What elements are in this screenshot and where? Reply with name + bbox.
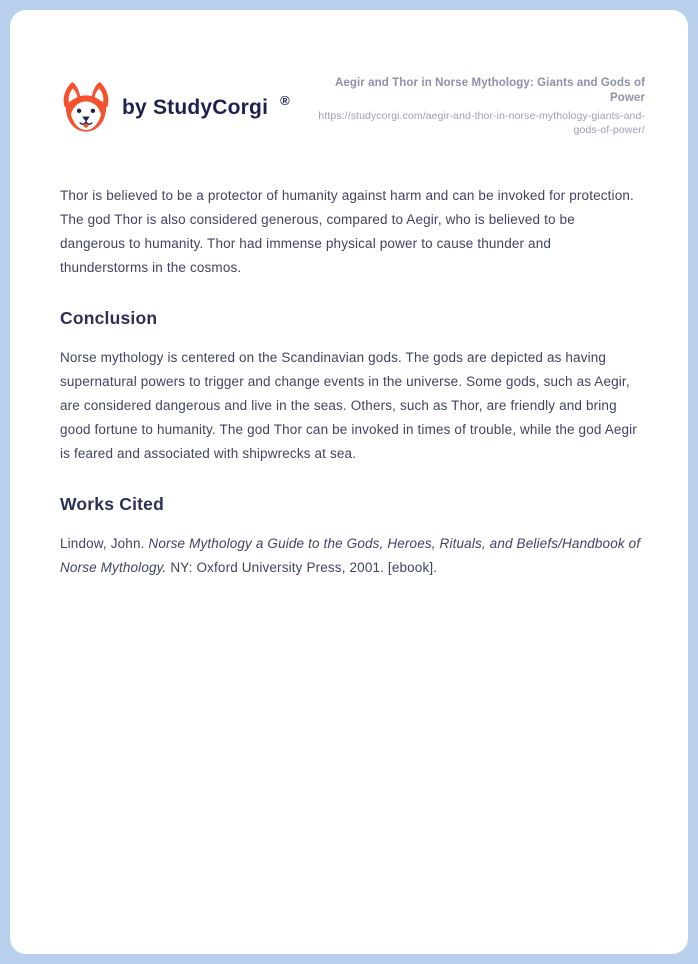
studycorgi-corgi-logo-icon xyxy=(60,80,112,136)
citation-entry xyxy=(60,532,642,580)
citation-book-title: Norse Mythology a Guide to the Gods, Heroes, Rituals, and Beliefs/Handbook of Norse Mythology. xyxy=(60,535,641,575)
document-body xyxy=(60,184,642,580)
citation-publisher: NY: Oxford University Press, 2001. [ebook]. xyxy=(166,559,438,575)
document-url: https://studycorgi.com/aegir-and-thor-in-norse-mythology-giants-and-gods-of-power/ xyxy=(318,110,645,136)
brand-name: by StudyCorgi xyxy=(122,96,269,119)
works-cited-heading: Works Cited xyxy=(60,493,164,514)
intro-paragraph: Thor is believed to be a protector of humanity against harm and can be invoked for protection. The god Thor is also considered generous, compared to Aegir, who is believed to be dangerous to humanity. Thor had immense physical power to cause thunder and thunderstorms in the cosmos. xyxy=(60,187,634,275)
document-title: Aegir and Thor in Norse Mythology: Giants and Gods of Power xyxy=(334,77,645,105)
registered-trademark: ® xyxy=(280,92,290,108)
document-meta xyxy=(313,74,645,138)
citation-author: Lindow, John. xyxy=(60,535,149,551)
document-card xyxy=(10,10,688,954)
conclusion-heading: Conclusion xyxy=(60,307,158,328)
brand xyxy=(60,74,290,136)
document-header xyxy=(60,74,645,138)
conclusion-paragraph: Norse mythology is centered on the Scandinavian gods. The gods are depicted as having supernatural powers to trigger and change events in the universe. Some gods, such as Aegir, are considered dangerous and live in the seas. Others, such as Thor, are friendly and bring good fortune to humanity. The god Thor can be invoked in times of trouble, while the god Aegir is feared and associated with shipwrecks at sea. xyxy=(60,349,637,461)
